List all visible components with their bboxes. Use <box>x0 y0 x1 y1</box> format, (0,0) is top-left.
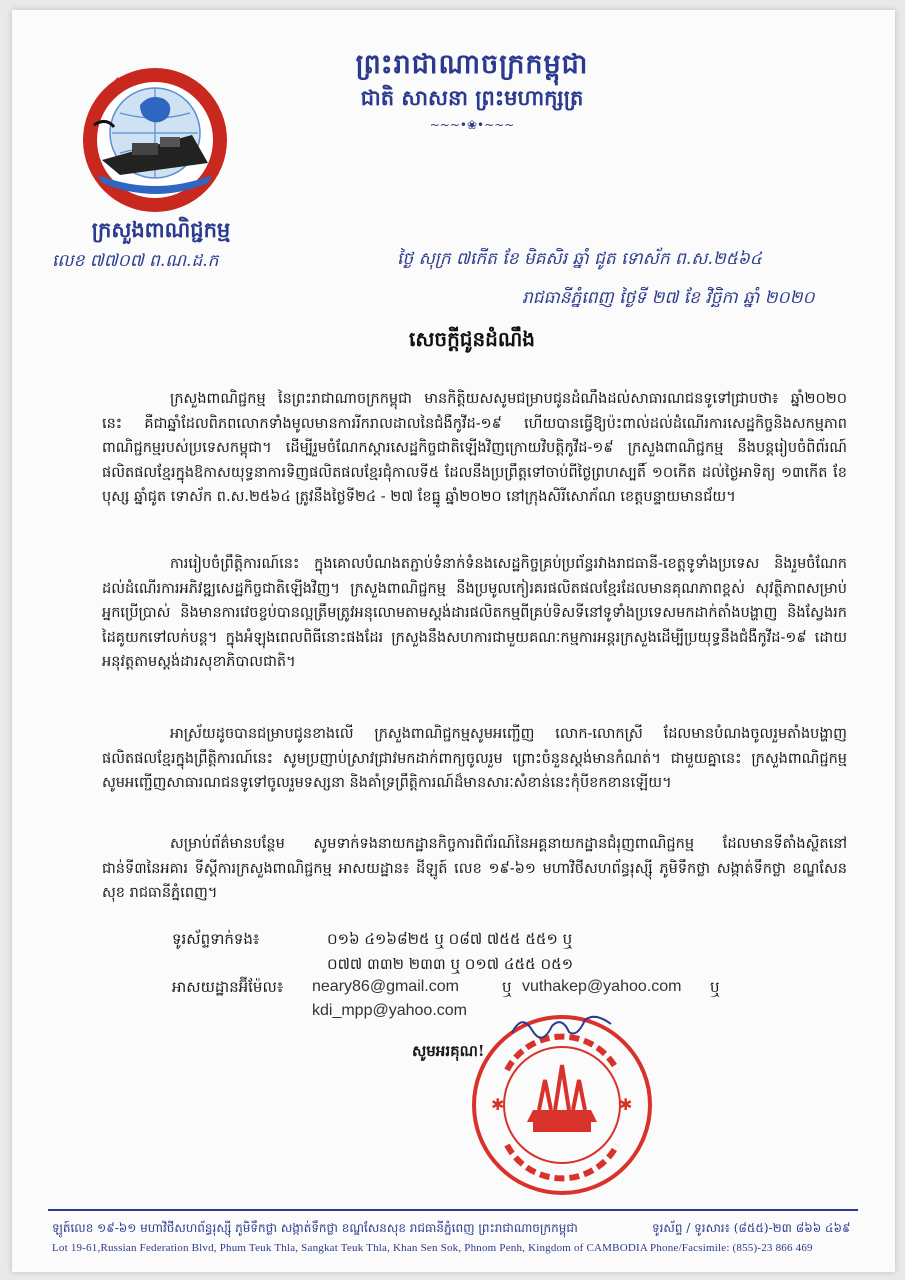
email-link-neary[interactable]: neary86@gmail.com <box>312 978 459 995</box>
closing-thanks: សូមអរគុណ! <box>412 1042 485 1060</box>
footer-divider <box>48 1209 858 1211</box>
lunar-date: ថ្ងៃ សុក្រ ៧កើត ខែ មិគសិរ ឆ្នាំ ជូត ទោស័ក ព.ស.២៥៦៤ <box>397 249 762 269</box>
email-label: អាសយដ្ឋានអ៊ីម៉ែល៖ <box>172 978 284 996</box>
svg-text:✱: ✱ <box>619 1095 633 1114</box>
email-link-vuthakep[interactable]: vuthakep@yahoo.com <box>522 978 682 995</box>
paragraph-invitation: អាស្រ័យដូចបានជម្រាបជូនខាងលើ ក្រសួងពាណិជ្ជកម្មសូមអញ្ជើញ លោក-លោកស្រី ដែលមានបំណងចូលរួមតាំងបង្ហាញផលិតផលខ្មែរក្នុងព្រឹត្តិការណ៍នេះ សូមប្រញាប់ស្រាវជ្រាវមកដាក់ពាក្យចូលរួម ព្រោះចំនួនស្តង់មានកំណត់។ ជាមួយគ្នានេះ ក្រសួងពាណិជ្ជកម្ម សូមអញ្ជើញសាធារណជនទូទៅចូលរួមទស្សនា និងគាំទ្រព្រឹត្តិការណ៍ដ៏មានសារៈសំខាន់នេះកុំបីខកខានឡើយ។ <box>102 726 847 792</box>
solar-date: រាជធានីភ្នំពេញ ថ្ងៃទី ២៧ ខែ វិច្ឆិកា ឆ្នាំ ២០២០ <box>522 288 815 308</box>
ornament-divider: ~~~•❀•~~~ <box>429 118 515 132</box>
svg-text:✱: ✱ <box>491 1095 505 1114</box>
footer-phone-en: Phone/Facsimile: (855)-23 866 469 <box>650 1242 813 1254</box>
paragraph-announcement: ក្រសួងពាណិជ្ជកម្ម នៃព្រះរាជាណាចក្រកម្ពុជា មានកិត្តិយសសូមជម្រាបជូនដំណឹងដល់សាធារណជនទូទៅជ្រាបថា៖ ឆ្នាំ២០២០ នេះ គឺជាឆ្នាំដែលពិភពលោកទាំងមូលមានការរីករាលដាលនៃជំងឺកូវីដ-១៩ ហើយបានធ្វើឱ្យប៉ះពាល់ដល់ដំណើរការសេដ្ឋកិច្ចនិងសកម្មភាពពាណិជ្ជកម្មរបស់ប្រទេសកម្ពុជា។ ដើម្បីរួមចំណែកស្តារសេដ្ឋកិច្ចជាតិឡើងវិញក្រោយវិបត្តិកូវីដ-១៩ ក្រសួងពាណិជ្ជកម្ម នឹងបន្តរៀបចំពិព័រណ៍ផលិតផលខ្មែរក្នុងឱកាសយុទ្ធនាការទិញផលិតផលខ្មែរជុំកាលទី៥ ដែលនឹងប្រព្រឹត្តទៅចាប់ពីថ្ងៃព្រហស្បតិ៍ ១០កើត ដល់ថ្ងៃអាទិត្យ ១៣កើត ខែបុស្ស ឆ្នាំជូត ទោស័ក ព.ស.២៥៦៤ ត្រូវនឹងថ្ងៃទី២៤ - ២៧ ខែធ្នូ ឆ្នាំ២០២០ នៅក្រុងសិរីសោភ័ណ ខេត្តបន្ទាយមានជ័យ។ <box>102 391 847 506</box>
email-link-kdi[interactable]: kdi_mpp@yahoo.com <box>312 1002 467 1019</box>
phone-numbers-line-1: ០១៦ ៤១៦៨២៥ ឬ ០៨៧ ៧៥៥ ៥៥១ ឬ <box>327 930 573 948</box>
email-separator: ឬ <box>710 978 720 996</box>
ministry-name: ក្រសួងពាណិជ្ជកម្ម <box>91 217 231 242</box>
handwritten-signature <box>507 1008 617 1048</box>
reference-number: លេខ ៧៧០៧ ព.ណ.ដ.ក <box>52 251 219 271</box>
national-motto: ជាតិ សាសនា ព្រះមហាក្សត្រ <box>360 85 584 110</box>
footer-phone-kh: ទូរស័ព្ទ / ទូរសារ៖ (៨៥៥)-២៣ ៨៦៦ ៤៦៩ <box>652 1221 851 1235</box>
footer-address-khmer <box>52 1220 872 1238</box>
phone-label: ទូរស័ព្ទទាក់ទង៖ <box>172 930 260 948</box>
phone-numbers-line-2: ០៧៧ ៣៣២ ២៣៣ ឬ ០១៧ ៤៥៥ ០៥១ <box>327 955 574 973</box>
ministry-logo <box>80 65 230 215</box>
footer-address-english <box>52 1242 872 1254</box>
footer-address-kh-text: ឡូត៍លេខ ១៩-៦១ មហាវិថីសហព័ន្ធរុស្ស៊ី ភូមិទឹកថ្លា សង្កាត់ទឹកថ្លា ខណ្ឌសែនសុខ រាជធានីភ្នំពេញ ព្រះរាជាណាចក្រកម្ពុជា <box>52 1221 578 1235</box>
document-title: សេចក្តីជូនដំណឹង <box>409 327 535 351</box>
footer-address-en-text: Lot 19-61,Russian Federation Blvd, Phum Teuk Thla, Sangkat Teuk Thla, Khan Sen Sok, Phnom Penh, Kingdom of CAMBODIA <box>52 1242 648 1254</box>
paragraph-purpose: ការរៀបចំព្រឹត្តិការណ៍នេះ ក្នុងគោលបំណងតភ្ជាប់ទំនាក់ទំនងសេដ្ឋកិច្ចគ្រប់ប្រព័ន្ធរវាងរាជធានី-ខេត្តទូទាំងប្រទេស និងរួមចំណែកដល់ដំណើរការអភិវឌ្ឍសេដ្ឋកិច្ចជាតិឡើងវិញ។ ក្រសួងពាណិជ្ជកម្ម នឹងប្រមូលកៀរគរផលិតផលខ្មែរដែលមានគុណភាពខ្ពស់ សុវត្ថិភាពសម្រាប់អ្នកប្រើប្រាស់ និងមានការវេចខ្ចប់បានល្អត្រឹមត្រូវអនុលោមតាមស្តង់ដារផលិតកម្មពីគ្រប់ទិសទីនៅទូទាំងប្រទេសមកដាក់តាំងបង្ហាញ និងស្វែងរកដៃគូយកទៅលក់បន្ត។ ក្នុងអំឡុងពេលពិធីនោះផងដែរ ក្រសួងនឹងសហការជាមួយគណៈកម្មការអន្តរក្រសួងដើម្បីប្រយុទ្ធនឹងជំងឺកូវីដ-១៩ ដោយអនុវត្តតាមស្តង់ដារសុខាភិបាលជាតិ។ <box>102 556 847 671</box>
email-separator: ឬ <box>502 978 512 996</box>
kingdom-heading: ព្រះរាជាណាចក្រកម្ពុជា <box>355 49 589 80</box>
letter-page <box>12 10 895 1272</box>
paragraph-more-info: សម្រាប់ព័ត៌មានបន្ថែម សូមទាក់ទងនាយកដ្ឋានកិច្ចការពិព័រណ៍នៃអគ្គនាយកដ្ឋានជំរុញពាណិជ្ជកម្ម ដែលមានទីតាំងស្ថិតនៅជាន់ទី៣នៃអគារ ទីស្តីការក្រសួងពាណិជ្ជកម្ម អាសយដ្ឋាន៖ ដីឡូត៍ លេខ ១៩-៦១ មហាវិថីសហព័ន្ធរុស្ស៊ី ភូមិទឹកថ្លា សង្កាត់ទឹកថ្លា ខណ្ឌសែនសុខ រាជធានីភ្នំពេញ។ <box>102 836 847 902</box>
